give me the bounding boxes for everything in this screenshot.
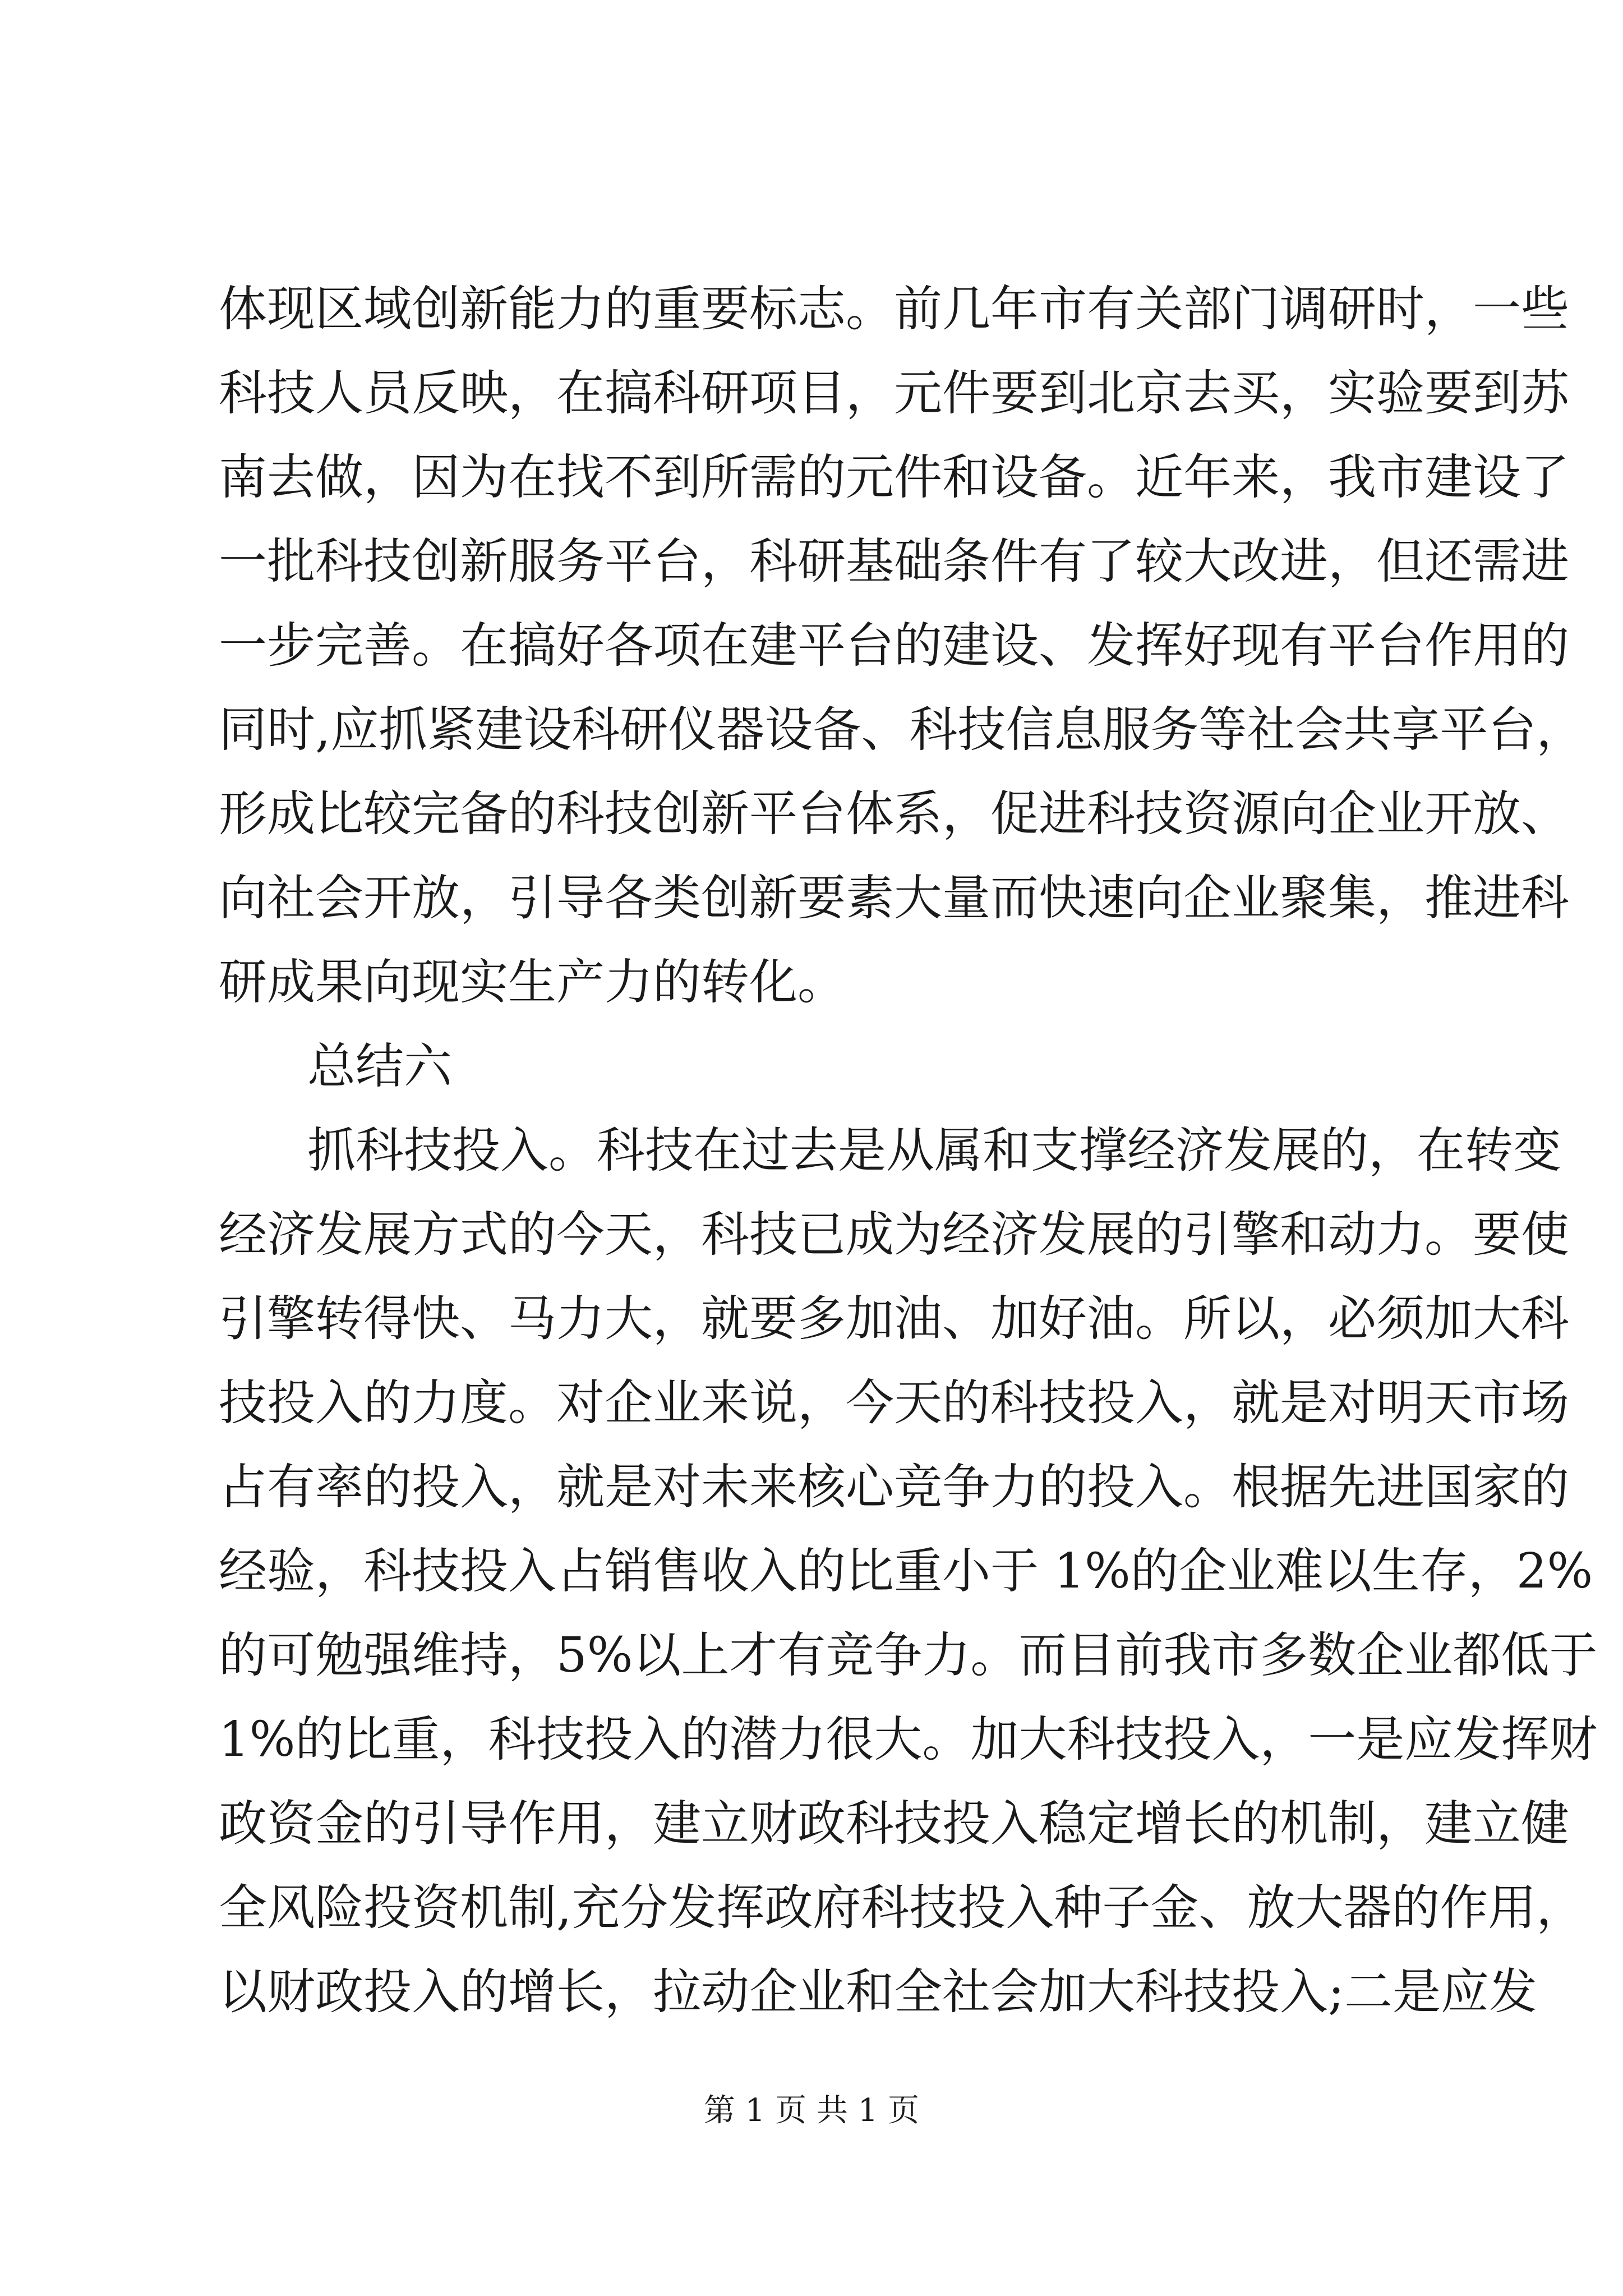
paragraph-line: 向社会开放，引导各类创新要素大量而快速向企业聚集，推进科 <box>219 870 1569 926</box>
paragraph-line: 技投入的力度。对企业来说，今天的科技投入，就是对明天市场 <box>219 1375 1569 1431</box>
paragraph-line: 经验，科技投入占销售收入的比重小于 1%的企业难以生存，2% <box>219 1543 1593 1599</box>
paragraph-line: 一步完善。在搞好各项在建平台的建设、发挥好现有平台作用的 <box>219 618 1569 674</box>
paragraph-line: 经济发展方式的今天，科技已成为经济发展的引擎和动力。要使 <box>219 1207 1569 1263</box>
paragraph-line: 的可勉强维持，5%以上才有竞争力。而目前我市多数企业都低于 <box>219 1627 1598 1683</box>
paragraph-line: 全风险投资机制,充分发挥政府科技投入种子金、放大器的作用， <box>219 1880 1585 1936</box>
section-heading: 总结六 <box>307 1038 452 1094</box>
paragraph-line: 一批科技创新服务平台，科研基础条件有了较大改进，但还需进 <box>219 533 1569 590</box>
paragraph-line: 抓科技投入。科技在过去是从属和支撑经济发展的，在转变 <box>307 1122 1561 1179</box>
paragraph-line: 研成果向现实生产力的转化。 <box>219 954 846 1010</box>
paragraph-line: 体现区域创新能力的重要标志。前几年市有关部门调研时，一些 <box>219 281 1569 337</box>
paragraph-line: 以财政投入的增长，拉动企业和全社会加大科技投入;二是应发 <box>219 1964 1537 2020</box>
paragraph-line: 形成比较完备的科技创新平台体系，促进科技资源向企业开放、 <box>219 786 1569 842</box>
page-number-footer: 第 1 页 共 1 页 <box>703 2092 920 2129</box>
paragraph-line: 占有率的投入，就是对未来核心竞争力的投入。根据先进国家的 <box>219 1459 1569 1515</box>
paragraph-line: 科技人员反映，在搞科研项目，元件要到北京去买，实验要到苏 <box>219 365 1569 421</box>
paragraph-line: 南去做，因为在找不到所需的元件和设备。近年来，我市建设了 <box>219 449 1569 505</box>
paragraph-line: 引擎转得快、马力大，就要多加油、加好油。所以，必须加大科 <box>219 1291 1569 1347</box>
paragraph-line: 同时,应抓紧建设科研仪器设备、科技信息服务等社会共享平台， <box>219 702 1585 758</box>
paragraph-line: 1%的比重，科技投入的潜力很大。加大科技投入，一是应发挥财 <box>219 1711 1598 1768</box>
paragraph-line: 政资金的引导作用，建立财政科技投入稳定增长的机制，建立健 <box>219 1796 1569 1852</box>
